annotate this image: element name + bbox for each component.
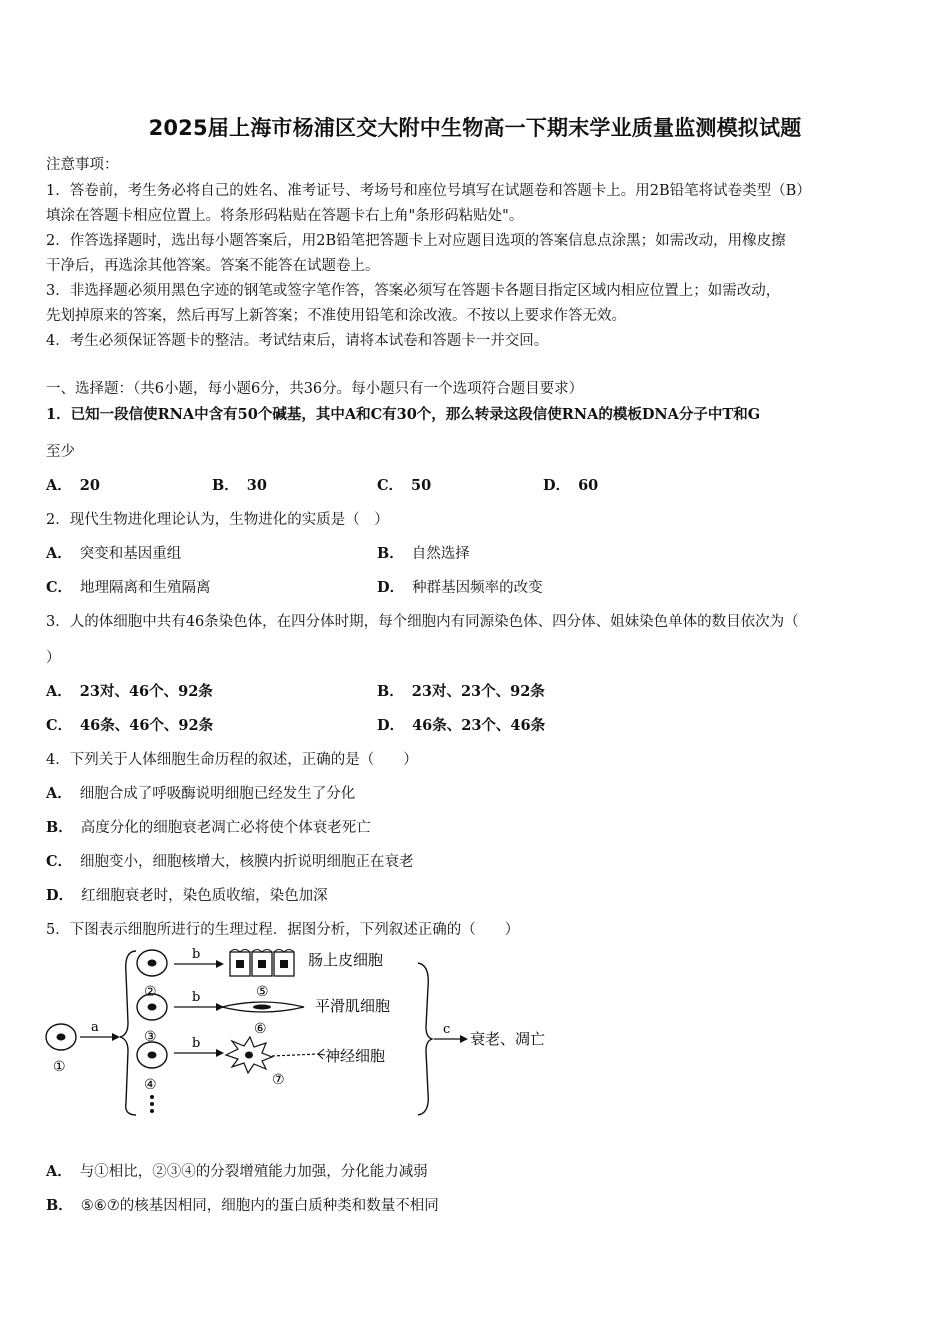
question-2-text: 2．现代生物进化理论认为，生物进化的实质是（ ） [46, 512, 389, 528]
arrow-b-head [216, 1049, 224, 1057]
q1-option-a[interactable] [46, 474, 100, 495]
option-label: D． [543, 477, 571, 494]
q4-option-c[interactable] [46, 850, 414, 871]
cell-1-label: ① [53, 1059, 66, 1075]
question-1-text: 1．已知一段信使RNA中含有50个碱基，其中A和C有30个，那么转录这段信使RNA的模板DNA分子中T和G [46, 406, 761, 423]
option-text: 30 [246, 477, 267, 494]
option-text: 突变和基因重组 [79, 546, 182, 562]
notice-line: 先划掉原来的答案，然后再写上新答案；不准使用铅笔和涂改液。不按以上要求作答无效。 [46, 308, 626, 324]
option-label: B． [212, 477, 239, 494]
arrow-b-label: b [192, 990, 201, 1005]
option-label: D． [377, 579, 405, 596]
option-text: 50 [411, 477, 432, 494]
cell-3-label: ③ [144, 1029, 157, 1045]
right-brace [418, 963, 432, 1115]
option-text: 细胞合成了呼吸酶说明细胞已经发生了分化 [79, 786, 356, 802]
cell-6-label: ⑥ [254, 1021, 267, 1037]
q1-option-b[interactable] [212, 474, 267, 495]
notice-line: 4．考生必须保证答题卡的整洁。考试结束后，请将本试卷和答题卡一并交回。 [46, 333, 549, 349]
option-text: 自然选择 [411, 546, 470, 562]
option-label: A． [46, 477, 72, 494]
microvilli [230, 950, 294, 953]
q4-option-b[interactable] [46, 816, 371, 837]
option-text: 46条、46个、92条 [80, 717, 214, 734]
option-label: B． [377, 683, 404, 700]
arrow-b-head [216, 960, 224, 968]
question-5-text: 5．下图表示细胞所进行的生理过程．据图分析，下列叙述正确的（ ） [46, 922, 520, 938]
option-text: 种群基因频率的改变 [412, 580, 543, 596]
q2-option-a[interactable] [46, 542, 181, 563]
q1-option-c[interactable] [377, 474, 431, 495]
q4-option-a[interactable] [46, 782, 355, 803]
q2-option-c[interactable] [46, 576, 211, 597]
notice-line: 干净后，再选涂其他答案。答案不能答在试题卷上。 [46, 258, 380, 274]
option-label: C． [46, 717, 73, 734]
label-nerve-cell: 神经细胞 [325, 1047, 386, 1065]
cell-2-nucleus [148, 960, 157, 967]
ellipsis-dot [150, 1102, 154, 1106]
q5-option-b[interactable] [46, 1194, 439, 1215]
option-label: A． [46, 785, 72, 802]
cell-7-label: ⑦ [272, 1072, 285, 1088]
question-4-text: 4．下列关于人体细胞生命历程的叙述，正确的是（ ） [46, 752, 418, 768]
option-label: B． [46, 819, 73, 836]
question-3-text-cont: ） [46, 650, 61, 666]
option-text: 细胞变小，细胞核增大，核膜内折说明细胞正在衰老 [80, 854, 414, 870]
cell-1-nucleus [57, 1034, 66, 1041]
question-3-text: 3．人的体细胞中共有46条染色体，在四分体时期，每个细胞内有同源染色体、四分体、姐妹染色单体的数目依次为（ [46, 614, 799, 630]
cell-4-nucleus [148, 1052, 157, 1059]
option-text: 46条、23个、46条 [412, 717, 546, 734]
q3-option-b[interactable] [377, 680, 545, 701]
arrow-b-label: b [192, 1036, 201, 1051]
option-label: C． [377, 477, 404, 494]
notice-line: 2．作答选择题时，选出每小题答案后，用2B铅笔把答题卡上对应题目选项的答案信息点涂黑；如需改动，用橡皮擦 [46, 233, 786, 249]
arrow-a-label: a [91, 1020, 99, 1035]
arrow-b-label: b [192, 947, 201, 962]
ellipsis-dot [150, 1109, 154, 1113]
option-text: 20 [79, 477, 100, 494]
notice-line: 填涂在答题卡相应位置上。将条形码粘贴在答题卡右上角"条形码粘贴处"。 [46, 208, 524, 224]
epithelial-nucleus [280, 960, 288, 968]
q3-option-a[interactable] [46, 680, 213, 701]
smooth-muscle-nucleus [253, 1005, 271, 1010]
option-label: D． [377, 717, 405, 734]
option-text: 23对、23个、92条 [411, 683, 545, 700]
label-smooth-muscle: 平滑肌细胞 [315, 997, 391, 1015]
page-title: 2025届上海市杨浦区交大附中生物高一下期末学业质量监测模拟试题 [148, 116, 802, 140]
q2-option-d[interactable] [377, 576, 543, 597]
arrow-c-label: c [443, 1022, 451, 1037]
epithelial-nucleus [236, 960, 244, 968]
label-outcome: 衰老、凋亡 [470, 1030, 546, 1048]
q3-option-c[interactable] [46, 714, 213, 735]
label-intestinal-cell: 肠上皮细胞 [308, 951, 384, 969]
notice-heading: 注意事项： [46, 157, 119, 173]
epithelial-nucleus [258, 960, 266, 968]
q4-option-d[interactable] [46, 884, 328, 905]
option-label: A． [46, 1163, 72, 1180]
left-brace [120, 951, 136, 1115]
option-label: D． [46, 887, 74, 904]
option-text: 60 [578, 477, 599, 494]
notice-line: 3．非选择题必须用黑色字迹的钢笔或签字笔作答，答案必须写在答题卡各题目指定区域内相应位置上；如需改动， [46, 283, 781, 299]
arrow-a-head [112, 1033, 120, 1041]
option-label: C． [46, 853, 73, 870]
option-label: B． [377, 545, 404, 562]
ellipsis-dot [150, 1095, 154, 1099]
cell-5-label: ⑤ [256, 984, 269, 1000]
notice-line: 1．答卷前，考生务必将自己的姓名、准考证号、考场号和座位号填写在试题卷和答题卡上。用2B铅笔将试卷类型（B） [46, 183, 811, 199]
option-label: B． [46, 1197, 73, 1214]
option-text: ⑤⑥⑦的核基因相同，细胞内的蛋白质种类和数量不相同 [80, 1198, 439, 1214]
question-1-text-cont: 至少 [46, 444, 75, 460]
section-heading: 一、选择题：（共6小题，每小题6分，共36分。每小题只有一个选项符合题目要求） [46, 381, 584, 397]
option-text: 23对、46个、92条 [79, 683, 213, 700]
cell-4-label: ④ [144, 1077, 157, 1093]
option-text: 红细胞衰老时，染色质收缩，染色加深 [81, 888, 328, 904]
option-text: 与①相比，②③④的分裂增殖能力加强，分化能力减弱 [79, 1164, 428, 1180]
arrow-c-head [460, 1035, 468, 1043]
option-text: 高度分化的细胞衰老凋亡必将使个体衰老死亡 [80, 820, 371, 836]
option-label: C． [46, 579, 73, 596]
option-label: A． [46, 545, 72, 562]
axon-terminal [318, 1049, 325, 1059]
neuron-nucleus [245, 1052, 253, 1059]
cell-3-nucleus [148, 1004, 157, 1011]
q1-option-d[interactable] [543, 474, 598, 495]
q5-option-a[interactable] [46, 1160, 428, 1181]
option-label: A． [46, 683, 72, 700]
cell-differentiation-diagram [40, 943, 570, 1123]
option-text: 地理隔离和生殖隔离 [80, 580, 211, 596]
q3-option-d[interactable] [377, 714, 545, 735]
cell-2-label: ② [144, 984, 157, 1000]
neuron-axon [272, 1054, 318, 1056]
q2-option-b[interactable] [377, 542, 470, 563]
